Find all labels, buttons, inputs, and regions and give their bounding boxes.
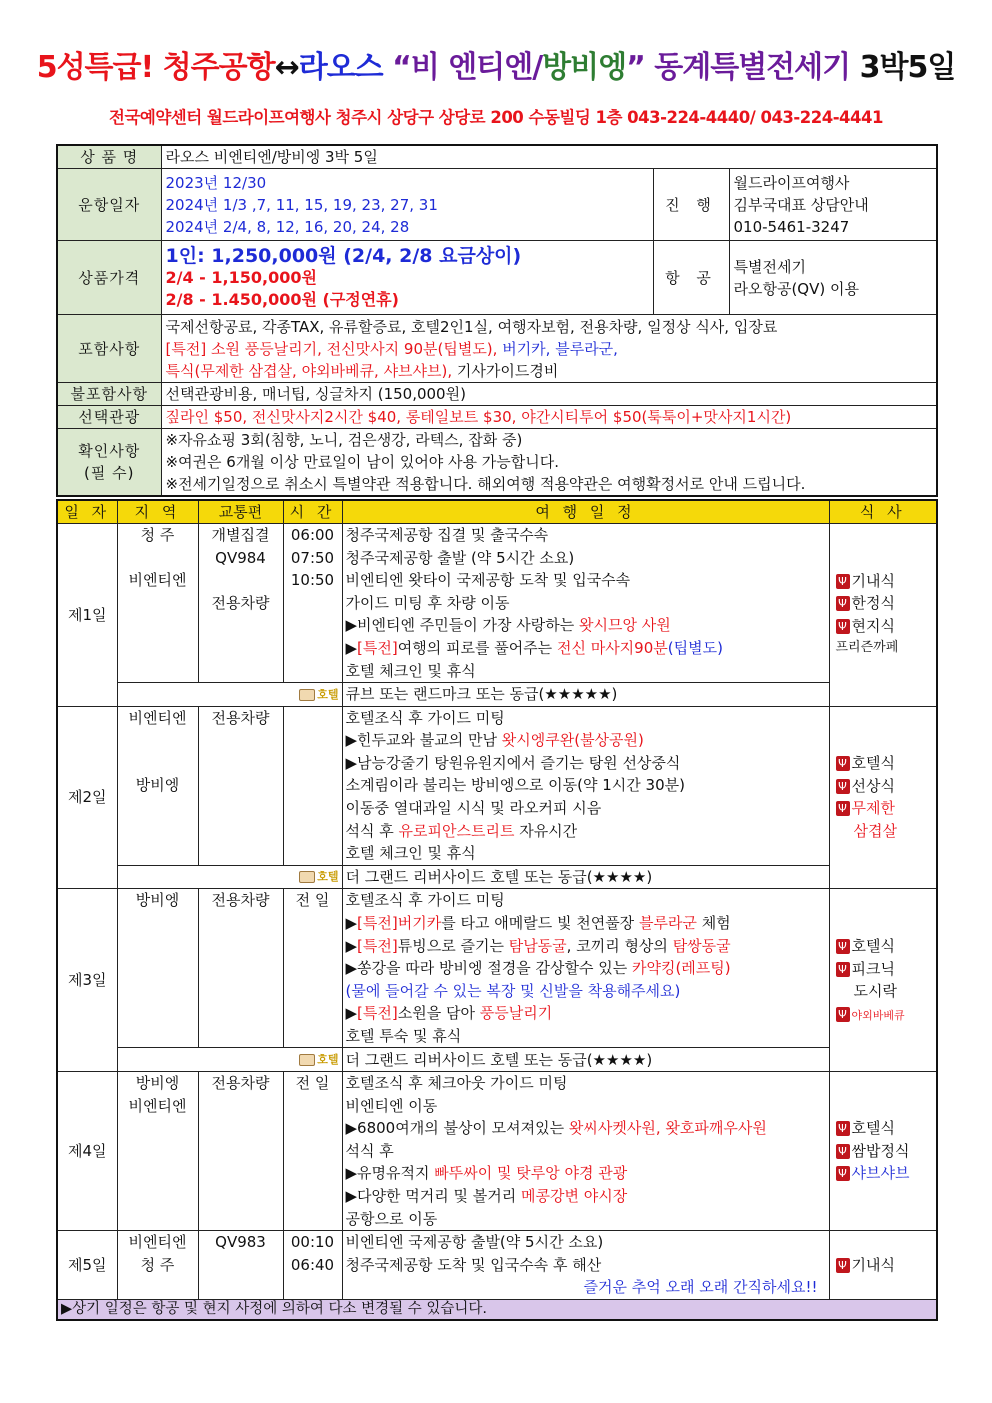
itinerary-item: ▶[특전]여행의 피로를 풀어주는 전신 마사지90분(팁별도) [345, 638, 723, 657]
check-line: ※여권은 6개월 이상 만료일이 남이 있어야 사용 가능합니다. [165, 453, 560, 471]
header-itinerary: 여 행 일 정 [342, 500, 829, 524]
hotel-value: 더 그랜드 리버사이드 호텔 또는 동급(★★★★) [342, 865, 829, 889]
region: 청 주 [140, 526, 175, 544]
transport: QV984 [215, 548, 266, 567]
fork-knife-icon: Ψ [836, 1007, 850, 1022]
progress-label: 진 행 [653, 169, 729, 241]
transport [202, 569, 280, 592]
excluded-label: 불포함사항 [57, 383, 161, 406]
check-value [161, 429, 937, 497]
header-meal: 식 사 [829, 500, 937, 524]
progress-line: 월드라이프여행사 [733, 173, 850, 192]
itinerary-item: 이동중 열대과일 시식 및 라오커피 시음 [345, 799, 602, 818]
itinerary-item: 청주국제공항 도착 및 입국수속 후 해산 [345, 1255, 602, 1274]
time: 10:50 [290, 571, 335, 590]
included-tail: 기사가이드경비 [452, 361, 559, 380]
region: 비엔티엔 [128, 1096, 187, 1115]
region: 비엔티엔 [128, 571, 187, 590]
itinerary-item: ▶비엔티엔 주민들이 가장 사랑하는 왓시므앙 사원 [345, 616, 671, 635]
meal-extra: 도시락 [853, 982, 897, 1001]
meal-cell: Ψ 기내식 Ψ 한정식 Ψ 현지식 프리즌까페 [829, 524, 937, 707]
included-line: 국제선항공료, 각종TAX, 유류할증료, 호텔2인1실, 여행자보험, 전용차량, 일정상 식사, 입장료 [165, 317, 778, 336]
price-value [161, 241, 653, 315]
transport: 전용차량 [211, 891, 270, 910]
itinerary-table [56, 499, 938, 1321]
air-value [729, 241, 937, 315]
title-part: 방비엥 [542, 50, 627, 85]
transport: 개별집결 [211, 526, 270, 544]
dates-value [161, 169, 653, 241]
product-name-value: 라오스 비엔티엔/방비엥 3박 5일 [161, 145, 937, 169]
time: 06:00 [290, 526, 335, 544]
optional-tour-label: 선택관광 [57, 406, 161, 429]
page-title [0, 42, 992, 86]
region: 방비엥 [135, 891, 180, 910]
fork-knife-icon: Ψ [836, 596, 850, 611]
footer-note: ▶상기 일정은 항공 및 현지 사정에 의하여 다소 변경될 수 있습니다. [57, 1299, 937, 1320]
region: 비엔티엔 [128, 708, 187, 727]
check-label-line: (필 수) [84, 464, 135, 482]
day-label: 제1일 [57, 524, 117, 707]
fork-knife-icon: Ψ [836, 1166, 850, 1181]
itinerary-item: ▶[특전]튜빙으로 즐기는 탐남동굴, 코끼리 형상의 탐쌍동굴 [345, 936, 731, 955]
check-line: ※자유쇼핑 3회(침향, 노니, 검은생강, 라텍스, 잡화 중) [165, 431, 523, 449]
time: 00:10 [290, 1233, 335, 1252]
day-label: 제2일 [57, 706, 117, 889]
air-line: 라오항공(QV) 이용 [733, 279, 859, 298]
fork-knife-icon: Ψ [836, 939, 850, 954]
date-line: 2023년 12/30 [165, 173, 267, 192]
transport: 전용차량 [211, 593, 270, 612]
meal-cell: Ψ 기내식 [829, 1231, 937, 1300]
title-arrow: ↔ [274, 50, 299, 85]
header-region: 지 역 [117, 500, 198, 524]
dates-label: 운항일자 [57, 169, 161, 241]
product-name-label: 상 품 명 [57, 145, 161, 169]
region: 비엔티엔 [128, 1233, 187, 1252]
itinerary-item: (물에 들어갈 수 있는 복장 및 신발을 착용해주세요) [345, 981, 681, 1000]
progress-line: 010-5461-3247 [733, 217, 850, 236]
itinerary-item: 비엔티엔 왓타이 국제공항 도착 및 입국수속 [345, 571, 631, 590]
price-main: 1인: 1,250,000원 (2/4, 2/8 요금상이) [165, 244, 522, 267]
price-label: 상품가격 [57, 241, 161, 315]
region: 방비엥 [135, 1073, 180, 1092]
bed-icon [299, 871, 315, 883]
fork-knife-icon: Ψ [836, 962, 850, 977]
fork-knife-icon: Ψ [836, 801, 850, 816]
itinerary-item: 호텔조식 후 체크아웃 가이드 미팅 [345, 1073, 568, 1092]
itinerary-item: ▶6800여개의 불상이 모셔져있는 왓씨사켓사원, 왓호파깨우사원 [345, 1119, 767, 1138]
region [121, 547, 195, 570]
check-label-line: 확인사항 [78, 442, 141, 460]
included-value [161, 315, 937, 383]
title-part: 3박5일 [850, 50, 956, 85]
date-line: 2024년 2/4, 8, 12, 16, 20, 24, 28 [165, 217, 410, 236]
region: 청 주 [140, 1255, 175, 1274]
header-transport: 교통편 [198, 500, 283, 524]
day-label: 제4일 [57, 1071, 117, 1230]
hotel-value: 큐브 또는 랜드마크 또는 동급(★★★★★) [342, 683, 829, 707]
itinerary-item: 가이드 미팅 후 차량 이동 [345, 593, 510, 612]
check-line: ※전세기일정으로 취소시 특별약관 적용합니다. 해외여행 적용약관은 여행확정서로 안내 드립니다. [165, 475, 806, 493]
included-special: [특전] 소원 풍등날리기, 전신맛사지 90분(팁별도), [165, 339, 498, 358]
itinerary-item: 호텔 투숙 및 휴식 [345, 1026, 462, 1045]
date-line: 2024년 1/3 ,7, 11, 15, 19, 23, 27, 31 [165, 195, 438, 214]
meal-cell: Ψ 호텔식 Ψ 선상식 Ψ 무제한 삼겹살 [829, 706, 937, 889]
title-part: “비 엔티엔/ [392, 50, 543, 85]
header-day: 일 자 [57, 500, 117, 524]
fork-knife-icon: Ψ [836, 619, 850, 634]
meal-cell: Ψ 호텔식 Ψ 쌈밥정식 Ψ 샤브샤브 [829, 1071, 937, 1230]
price-feb4: 2/4 - 1,150,000원 [165, 267, 317, 287]
included-label: 포함사항 [57, 315, 161, 383]
itinerary-item: 호텔 체크인 및 휴식 [345, 661, 476, 680]
itinerary-item: 비엔티엔 이동 [345, 1096, 438, 1115]
hotel-tag: 호텔 [117, 865, 342, 889]
header-time: 시 간 [283, 500, 342, 524]
day-label: 제5일 [57, 1231, 117, 1300]
title-part: 라오스 [298, 50, 393, 85]
included-special-meals: 특식(무제한 삼겹살, 야외바베큐, 샤브샤브), [165, 361, 453, 380]
itinerary-item: ▶쏭강을 따라 방비엥 절경을 감상할수 있는 카약킹(레프팅) [345, 959, 731, 978]
itinerary-item: 석식 후 [345, 1141, 394, 1160]
itinerary-item: ▶다양한 먹거리 및 볼거리 메콩강변 야시장 [345, 1186, 628, 1205]
hotel-tag: 호텔 [117, 683, 342, 707]
time: 전 일 [295, 891, 330, 910]
fork-knife-icon: Ψ [836, 779, 850, 794]
progress-line: 김부국대표 상담안내 [733, 195, 869, 214]
itinerary-item: 소계림이라 불리는 방비엥으로 이동(약 1시간 30분) [345, 776, 685, 795]
transport: 전용차량 [211, 708, 270, 727]
hotel-tag: 호텔 [117, 1048, 342, 1072]
title-part: ” 동계특별전세기 [626, 50, 851, 85]
air-line: 특별전세기 [733, 257, 806, 276]
day-row [57, 524, 937, 683]
itinerary-item: ▶유명유적지 빠뚜싸이 및 탓루앙 야경 관광 [345, 1164, 628, 1183]
fork-knife-icon: Ψ [836, 756, 850, 771]
hotel-value: 더 그랜드 리버사이드 호텔 또는 동급(★★★★) [342, 1048, 829, 1072]
fork-knife-icon: Ψ [836, 574, 850, 589]
transport: 전용차량 [211, 1073, 270, 1092]
check-label [57, 429, 161, 497]
itinerary-item: 청주국제공항 집결 및 출국수속 [345, 526, 549, 544]
itinerary-item: 호텔조식 후 가이드 미팅 [345, 708, 505, 727]
time: 전 일 [295, 1073, 330, 1092]
fork-knife-icon: Ψ [836, 1121, 850, 1136]
time: 07:50 [290, 548, 335, 567]
farewell-message: 즐거운 추억 오래 오래 간직하세요!! [583, 1278, 818, 1297]
itinerary-item: ▶[특전]소원을 담아 풍등날리기 [345, 1004, 553, 1023]
transport: QV983 [215, 1233, 266, 1252]
itinerary-item: 비엔티엔 국제공항 출발(약 5시간 소요) [345, 1233, 604, 1252]
excluded-value: 선택관광비용, 매너팁, 싱글차지 (150,000원) [161, 383, 937, 406]
itinerary-item: 청주국제공항 출발 (약 5시간 소요) [345, 548, 575, 567]
time: 06:40 [290, 1255, 335, 1274]
optional-tour-value: 짚라인 $50, 전신맛사지2시간 $40, 롱테일보트 $30, 야간시티투어 $50(툭툭이+맛사지1시간) [161, 406, 937, 429]
itinerary-item: ▶남능강줄기 탕원유원지에서 즐기는 탕원 선상중식 [345, 753, 681, 772]
meal-extra: 프리즌까페 [835, 640, 899, 656]
price-feb8: 2/8 - 1.450,000원 (구정연휴) [165, 289, 399, 309]
bed-icon [299, 689, 315, 701]
day-label: 제3일 [57, 889, 117, 1072]
title-part: 5성특급! 청주공항 [36, 50, 275, 85]
progress-value [729, 169, 937, 241]
meal-cell: Ψ 호텔식 Ψ 피크닉 도시락 Ψ 야외바베큐 [829, 889, 937, 1072]
included-blue: 버기카, 블루라군, [497, 339, 618, 358]
fork-knife-icon: Ψ [836, 1144, 850, 1159]
agency-contact-line: 전국예약센터 월드라이프여행사 청주시 상당구 상당로 200 수동빌딩 1층 043-224-4440/ 043-224-4441 [109, 108, 883, 127]
itinerary-item: 호텔 체크인 및 휴식 [345, 844, 476, 863]
itinerary-item: 공항으로 이동 [345, 1209, 438, 1228]
itinerary-item: 호텔조식 후 가이드 미팅 [345, 891, 505, 910]
region: 방비엥 [135, 776, 180, 795]
itinerary-item: 석식 후 유로피안스트리트 자유시간 [345, 821, 578, 840]
meal-special: 삼겹살 [853, 822, 897, 841]
itinerary-item: ▶[특전]버기카를 타고 애메랄드 빛 천연풀장 블루라군 체험 [345, 913, 731, 932]
fork-knife-icon: Ψ [836, 1258, 850, 1273]
air-label: 항 공 [653, 241, 729, 315]
itinerary-item: ▶힌두교와 불교의 만남 왓시엥쿠완(불상공원) [345, 731, 644, 750]
bed-icon [299, 1054, 315, 1066]
product-info-table [56, 144, 938, 497]
